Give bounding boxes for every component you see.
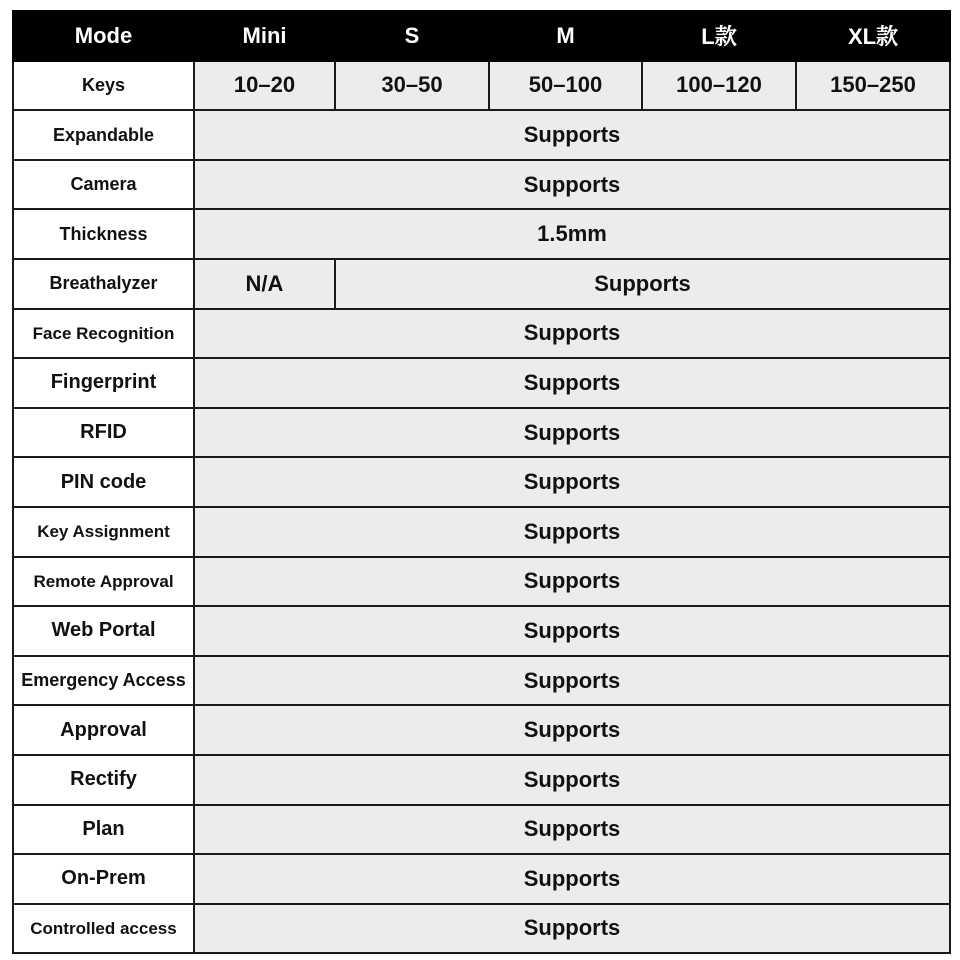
table-row xyxy=(13,854,950,904)
row-value: Supports xyxy=(194,358,950,408)
keys-value-m: 50–100 xyxy=(489,61,642,111)
model-header-xl: XL款 xyxy=(796,11,950,61)
row-value: Supports xyxy=(194,408,950,458)
row-label: Thickness xyxy=(13,209,194,259)
table-row xyxy=(13,805,950,855)
row-label: On-Prem xyxy=(13,854,194,904)
header-row xyxy=(13,11,950,61)
table-row xyxy=(13,160,950,210)
row-value: Supports xyxy=(194,507,950,557)
row-label: Expandable xyxy=(13,110,194,160)
row-value: Supports xyxy=(194,557,950,607)
table-row xyxy=(13,408,950,458)
table-row xyxy=(13,606,950,656)
table-row xyxy=(13,705,950,755)
row-value: Supports xyxy=(194,805,950,855)
row-label: Emergency Access xyxy=(13,656,194,706)
row-label: Approval xyxy=(13,705,194,755)
row-label: RFID xyxy=(13,408,194,458)
row-value: Supports xyxy=(194,457,950,507)
row-label: Rectify xyxy=(13,755,194,805)
model-header-mini: Mini xyxy=(194,11,335,61)
table-row xyxy=(13,358,950,408)
table-row xyxy=(13,309,950,359)
mode-header: Mode xyxy=(13,11,194,61)
row-label: Breathalyzer xyxy=(13,259,194,309)
row-value: Supports xyxy=(194,656,950,706)
table-row xyxy=(13,656,950,706)
row-value: Supports xyxy=(194,606,950,656)
model-header-s: S xyxy=(335,11,489,61)
breathalyzer-mini-value: N/A xyxy=(194,259,335,309)
keys-value-xl: 150–250 xyxy=(796,61,950,111)
row-label: PIN code xyxy=(13,457,194,507)
keys-value-mini: 10–20 xyxy=(194,61,335,111)
breathalyzer-row xyxy=(13,259,950,309)
row-label: Controlled access xyxy=(13,904,194,954)
row-value: Supports xyxy=(194,110,950,160)
row-label: Remote Approval xyxy=(13,557,194,607)
row-label: Key Assignment xyxy=(13,507,194,557)
table-row xyxy=(13,557,950,607)
table-row xyxy=(13,457,950,507)
row-value: 1.5mm xyxy=(194,209,950,259)
row-value: Supports xyxy=(194,755,950,805)
table-row xyxy=(13,209,950,259)
spec-comparison-table xyxy=(12,10,951,954)
model-header-m: M xyxy=(489,11,642,61)
keys-value-l: 100–120 xyxy=(642,61,796,111)
row-value: Supports xyxy=(194,309,950,359)
keys-row xyxy=(13,61,950,111)
row-value: Supports xyxy=(194,160,950,210)
table-row xyxy=(13,755,950,805)
breathalyzer-others-value: Supports xyxy=(335,259,950,309)
row-label: Keys xyxy=(13,61,194,111)
row-value: Supports xyxy=(194,904,950,954)
row-value: Supports xyxy=(194,705,950,755)
table-row xyxy=(13,507,950,557)
row-label: Fingerprint xyxy=(13,358,194,408)
row-label: Web Portal xyxy=(13,606,194,656)
row-label: Camera xyxy=(13,160,194,210)
model-header-l: L款 xyxy=(642,11,796,61)
row-label: Face Recognition xyxy=(13,309,194,359)
row-label: Plan xyxy=(13,805,194,855)
table-row xyxy=(13,904,950,954)
row-value: Supports xyxy=(194,854,950,904)
table-row xyxy=(13,110,950,160)
keys-value-s: 30–50 xyxy=(335,61,489,111)
